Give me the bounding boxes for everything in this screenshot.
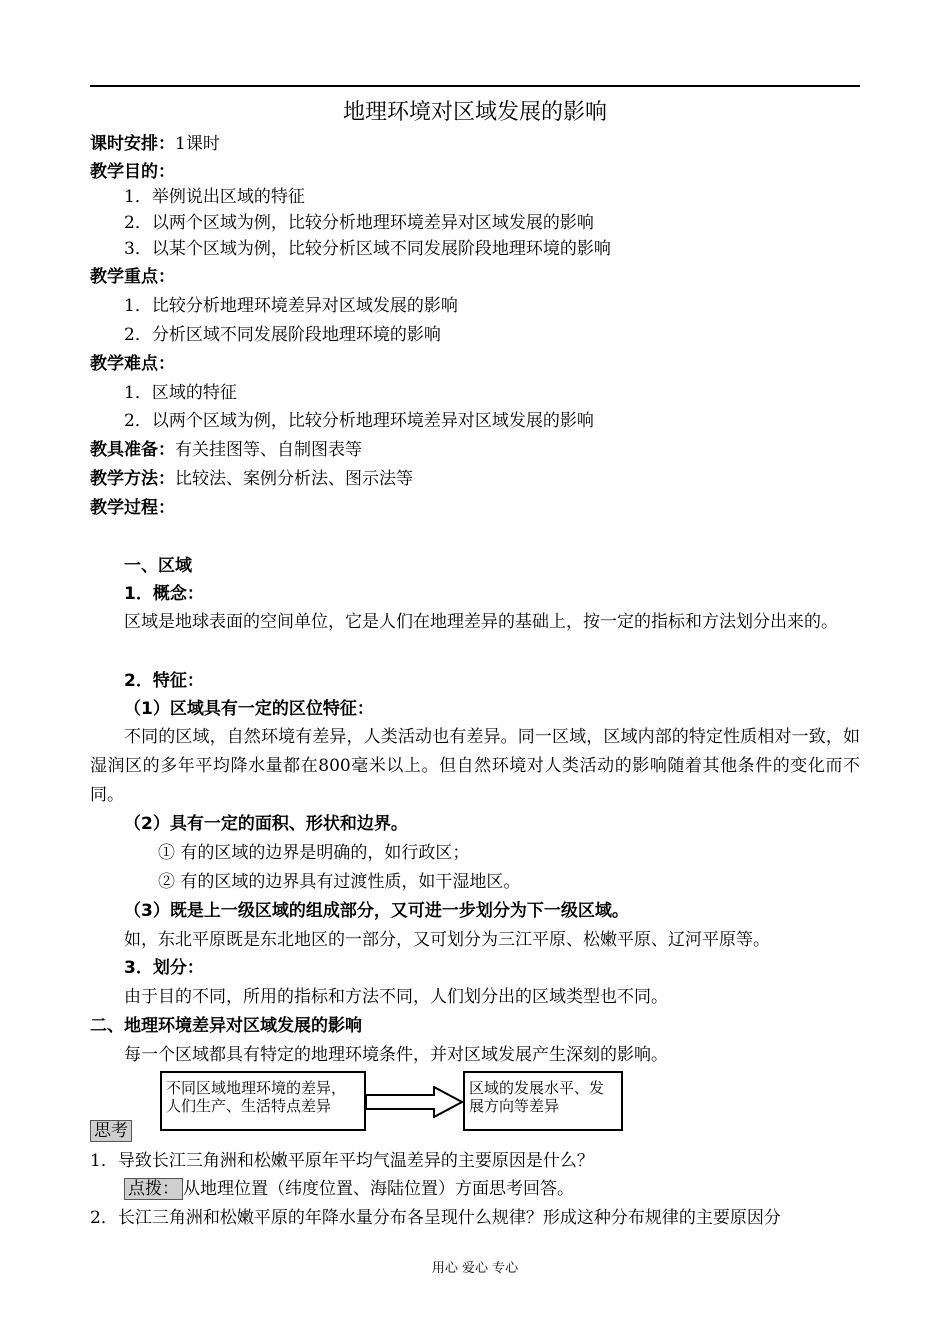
think-tag: 思考 xyxy=(90,1120,132,1142)
process-label: 教学过程： xyxy=(90,498,175,518)
diagram-right-box: 区域的发展水平、发展方向等差异 xyxy=(463,1071,623,1131)
feature3-heading: （3）既是上一级区域的组成部分，又可进一步划分为下一级区域。 xyxy=(124,901,629,921)
division-text: 由于目的不同，所用的指标和方法不同，人们划分出的区域类型也不同。 xyxy=(124,987,668,1007)
goal-item: 2．以两个区域为例，比较分析地理环境差异对区域发展的影响 xyxy=(124,213,594,233)
feature-heading: 2．特征： xyxy=(124,671,204,691)
difficulty-label: 教学难点： xyxy=(90,354,175,374)
diagram-left-box: 不同区域地理环境的差异，人们生产、生活特点差异 xyxy=(160,1071,366,1131)
goal-item: 1．举例说出区域的特征 xyxy=(124,187,305,207)
schedule-label: 课时安排： xyxy=(90,134,175,154)
tools-label: 教具准备： xyxy=(90,440,175,460)
concept-paragraph: 区域是地球表面的空间单位，它是人们在地理差异的基础上，按一定的指标和方法划分出来的。 xyxy=(124,612,838,632)
focus-label: 教学重点： xyxy=(90,267,175,287)
feature2-heading: （2）具有一定的面积、形状和边界。 xyxy=(124,814,408,834)
tools-line xyxy=(90,439,362,461)
feature1-paragraph: 不同的区域，自然环境有差异，人类活动也有差异。同一区域，区域内部的特定性质相对一致，如湿润区的多年平均降水量都在800毫米以上。但自然环境对人类活动的影响随着其他条件的变化而不同。 xyxy=(90,727,860,805)
section1-heading: 一、区域 xyxy=(124,556,192,576)
feature2-item: ② 有的区域的边界具有过渡性质，如干湿地区。 xyxy=(158,872,521,892)
question-2: 2．长江三角洲和松嫩平原的年降水量分布各呈现什么规律？形成这种分布规律的主要原因分 xyxy=(90,1208,781,1228)
section2-intro: 每一个区域都具有特定的地理环境条件，并对区域发展产生深刻的影响。 xyxy=(124,1045,668,1065)
difficulty-item: 1．区域的特征 xyxy=(124,383,237,403)
header-rule xyxy=(90,85,860,87)
focus-item: 2．分析区域不同发展阶段地理环境的影响 xyxy=(124,325,441,345)
goal-item: 3．以某个区域为例，比较分析区域不同发展阶段地理环境的影响 xyxy=(124,239,611,259)
schedule-value: 1课时 xyxy=(175,134,220,154)
hint-text: 从地理位置（纬度位置、海陆位置）方面思考回答。 xyxy=(183,1179,574,1199)
page-title: 地理环境对区域发展的影响 xyxy=(342,100,607,125)
hint-tag: 点拨： xyxy=(124,1178,183,1200)
tools-value: 有关挂图等、自制图表等 xyxy=(175,440,362,460)
question-1: 1．导致长江三角洲和松嫩平原年平均气温差异的主要原因是什么？ xyxy=(90,1151,594,1171)
hint-line xyxy=(124,1178,574,1200)
focus-item: 1．比较分析地理环境差异对区域发展的影响 xyxy=(124,296,458,316)
feature1-heading: （1）区域具有一定的区位特征： xyxy=(124,699,374,719)
feature2-item: ① 有的区域的边界是明确的，如行政区； xyxy=(158,843,470,863)
methods-line xyxy=(90,468,413,490)
section2-heading: 二、地理环境差异对区域发展的影响 xyxy=(90,1016,362,1036)
page-footer: 用心 爱心 专心 xyxy=(431,1261,519,1276)
goals-label: 教学目的： xyxy=(90,162,175,182)
methods-label: 教学方法： xyxy=(90,469,175,489)
methods-value: 比较法、案例分析法、图示法等 xyxy=(175,469,413,489)
feature3-text: 如，东北平原既是东北地区的一部分，又可划分为三江平原、松嫩平原、辽河平原等。 xyxy=(124,930,770,950)
division-heading: 3．划分： xyxy=(124,958,204,978)
arrow-right-icon xyxy=(366,1086,464,1118)
difficulty-item: 2．以两个区域为例，比较分析地理环境差异对区域发展的影响 xyxy=(124,411,594,431)
concept-heading: 1．概念： xyxy=(124,584,204,604)
schedule-line xyxy=(90,133,220,155)
